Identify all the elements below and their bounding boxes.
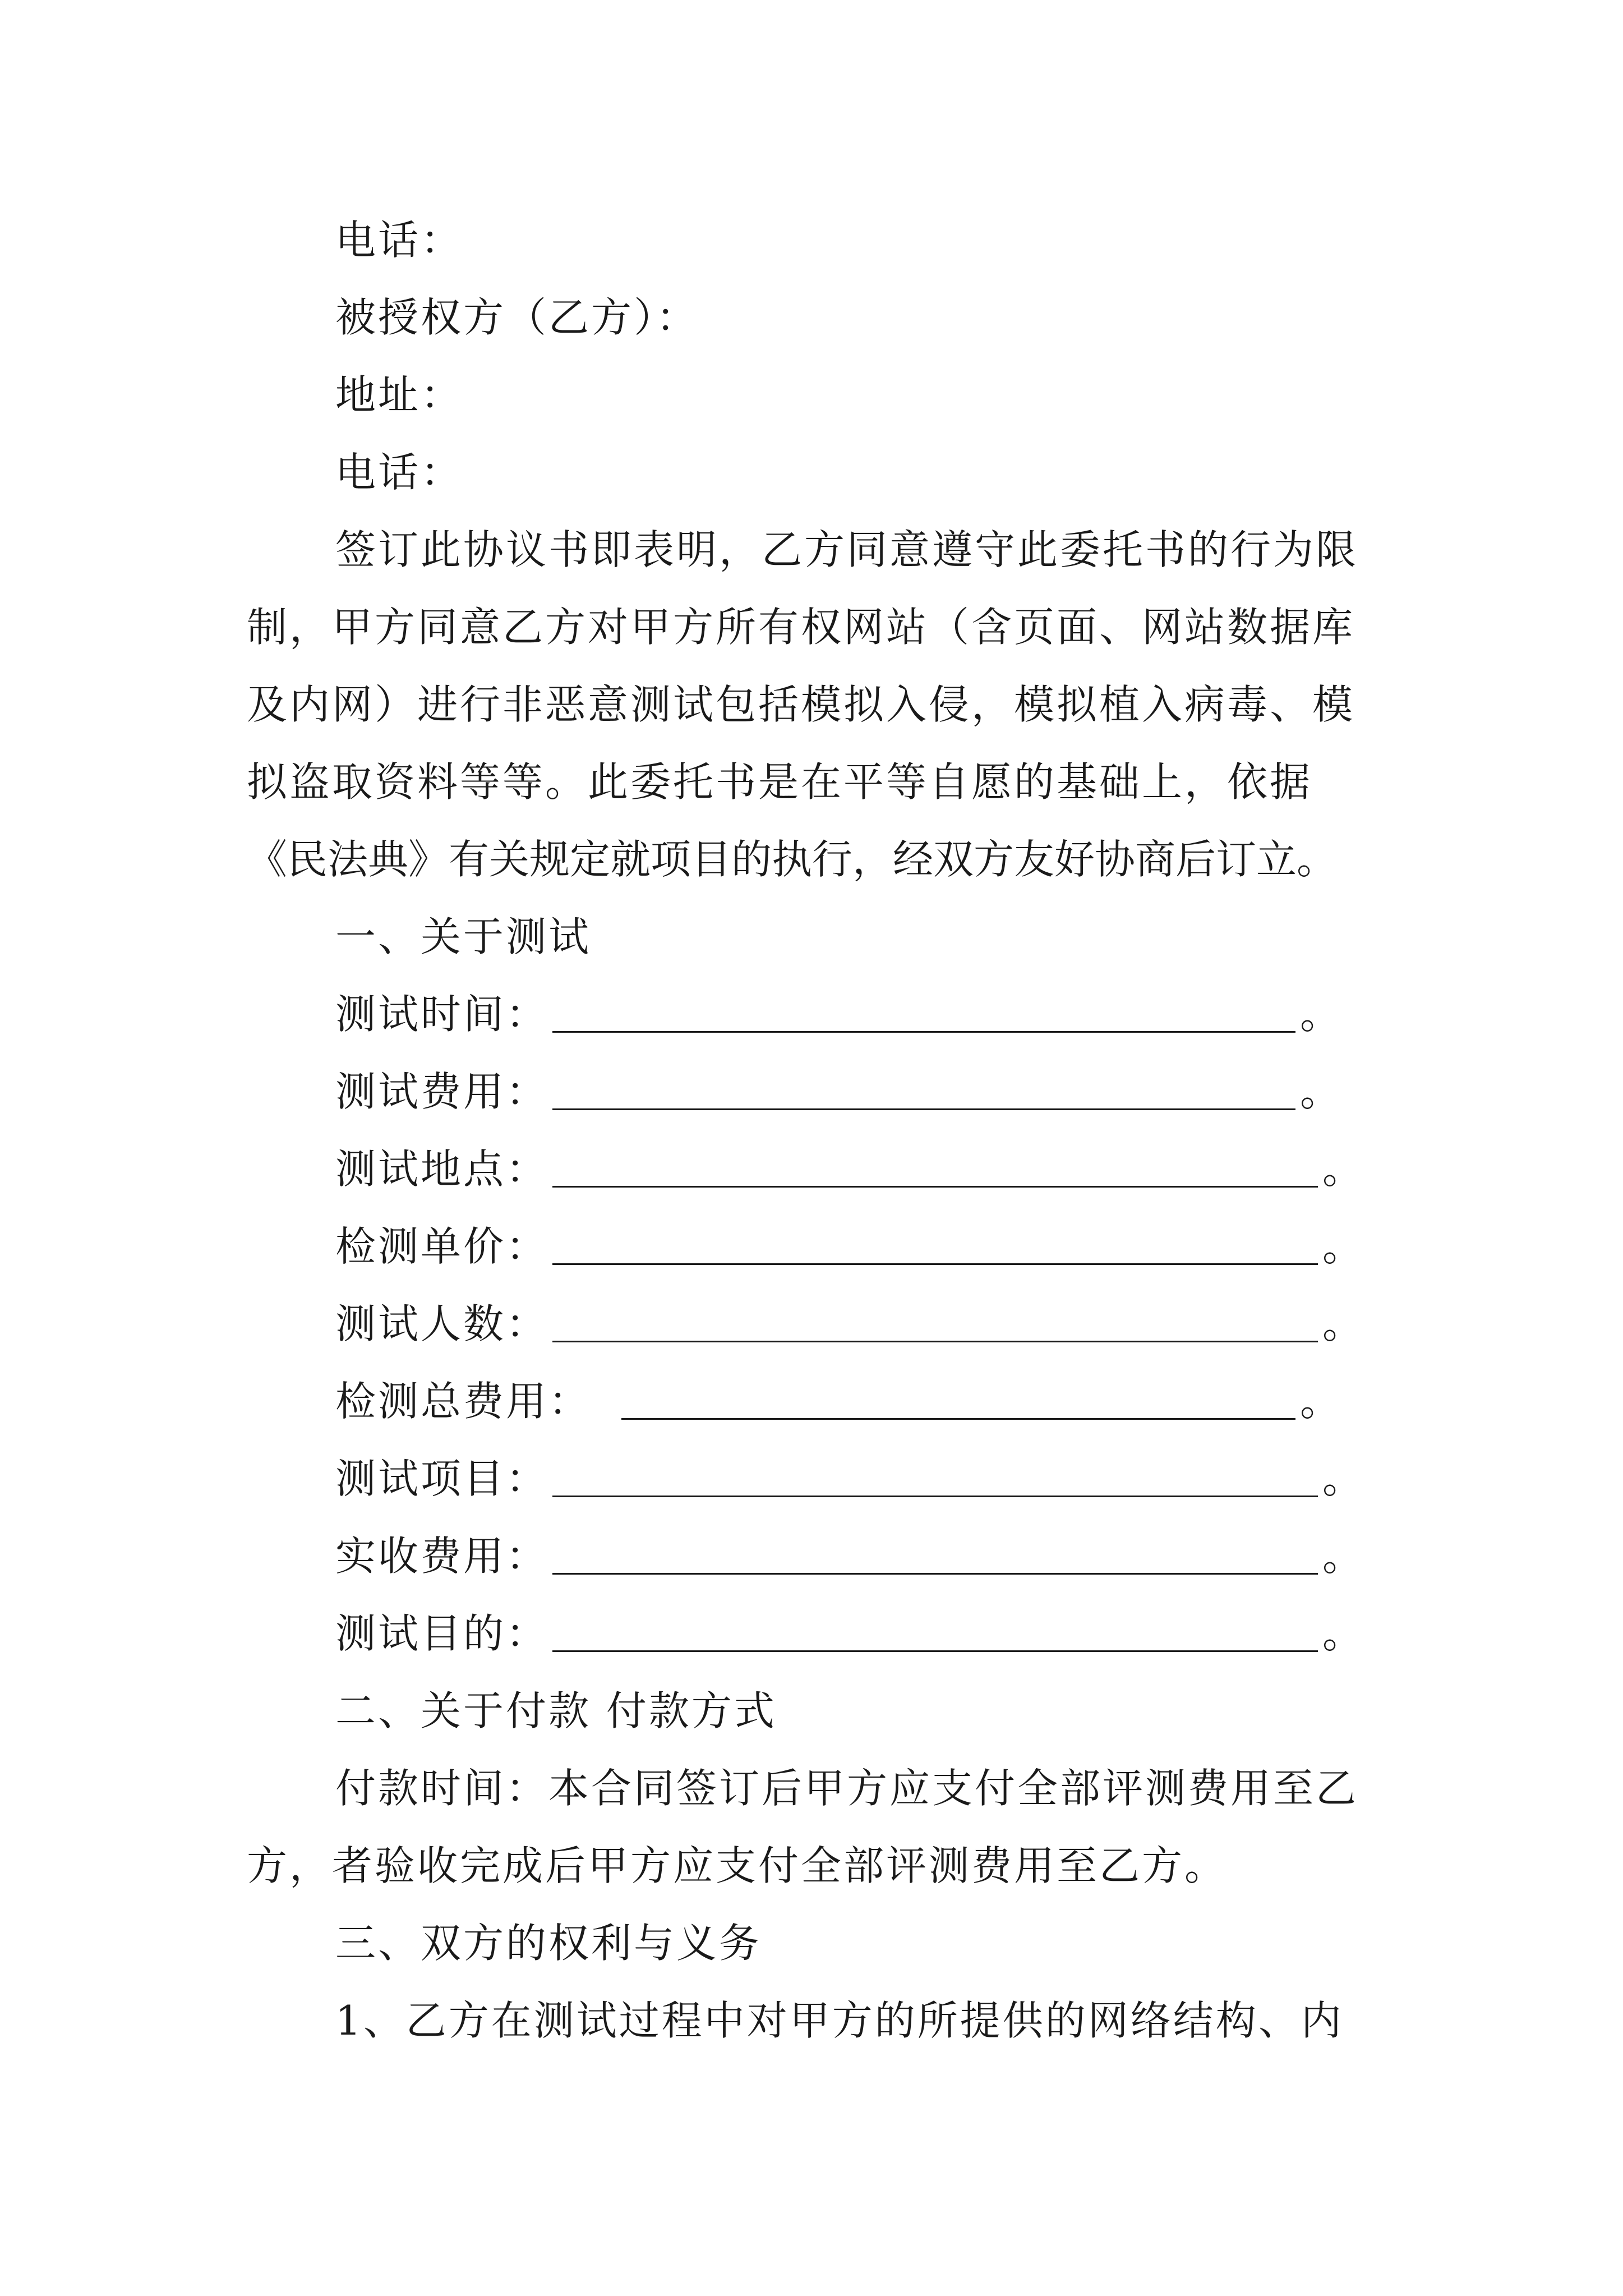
address-b-label: 地址： xyxy=(335,371,464,418)
paragraph-line: 1、乙方在测试过程中对甲方的所提供的网络结构、内 xyxy=(335,1997,1344,2044)
party-b-label: 被授权方（乙方）： xyxy=(335,294,699,341)
paragraph-line: 方，者验收完成后甲方应支付全部评测费用至乙方。 xyxy=(247,1842,1228,1889)
field-blank xyxy=(552,1108,1295,1110)
field-blank xyxy=(552,1650,1318,1652)
section-heading: 三、双方的权利与义务 xyxy=(335,1920,762,1967)
field-period: 。 xyxy=(1322,1533,1363,1580)
paragraph-line: 签订此协议书即表明，乙方同意遵守此委托书的行为限 xyxy=(335,526,1359,573)
field-blank xyxy=(552,1496,1318,1497)
field-period: 。 xyxy=(1322,1610,1363,1657)
field-period: 。 xyxy=(1322,1300,1363,1347)
field-period: 。 xyxy=(1300,1068,1341,1115)
section-heading: 一、关于测试 xyxy=(335,913,592,960)
field-label: 检测总费用： xyxy=(335,1378,592,1425)
field-period: 。 xyxy=(1322,1223,1363,1270)
field-label: 测试费用： xyxy=(335,1068,549,1115)
field-blank xyxy=(552,1573,1318,1575)
field-label: 实收费用： xyxy=(335,1533,549,1580)
field-label: 测试地点： xyxy=(335,1145,549,1193)
field-label: 测试人数： xyxy=(335,1300,549,1347)
section-heading: 二、关于付款 付款方式 xyxy=(335,1687,777,1734)
phone-b-label: 电话： xyxy=(335,449,464,496)
paragraph-line: 《民法典》有关规定就项目的执行，经双方友好协商后订立。 xyxy=(247,836,1338,883)
field-period: 。 xyxy=(1322,1145,1363,1193)
field-label: 测试时间： xyxy=(335,991,549,1038)
field-label: 检测单价： xyxy=(335,1223,549,1270)
field-period: 。 xyxy=(1300,1378,1341,1425)
field-blank xyxy=(552,1263,1318,1265)
phone-a-label: 电话： xyxy=(335,217,464,264)
field-blank xyxy=(552,1031,1295,1033)
paragraph-line: 付款时间：本合同签订后甲方应支付全部评测费用至乙 xyxy=(335,1765,1359,1812)
field-blank xyxy=(552,1186,1318,1188)
field-label: 测试项目： xyxy=(335,1455,549,1502)
field-period: 。 xyxy=(1322,1455,1363,1502)
paragraph-line: 及内网）进行非恶意测试包括模拟入侵，模拟植入病毒、模 xyxy=(247,681,1355,728)
field-label: 测试目的： xyxy=(335,1610,549,1657)
paragraph-line: 拟盗取资料等等。此委托书是在平等自愿的基础上，依据 xyxy=(247,758,1313,806)
field-blank xyxy=(552,1341,1318,1342)
paragraph-line: 制，甲方同意乙方对甲方所有权网站（含页面、网站数据库 xyxy=(247,604,1355,651)
field-blank xyxy=(621,1418,1295,1420)
field-period: 。 xyxy=(1300,991,1341,1038)
